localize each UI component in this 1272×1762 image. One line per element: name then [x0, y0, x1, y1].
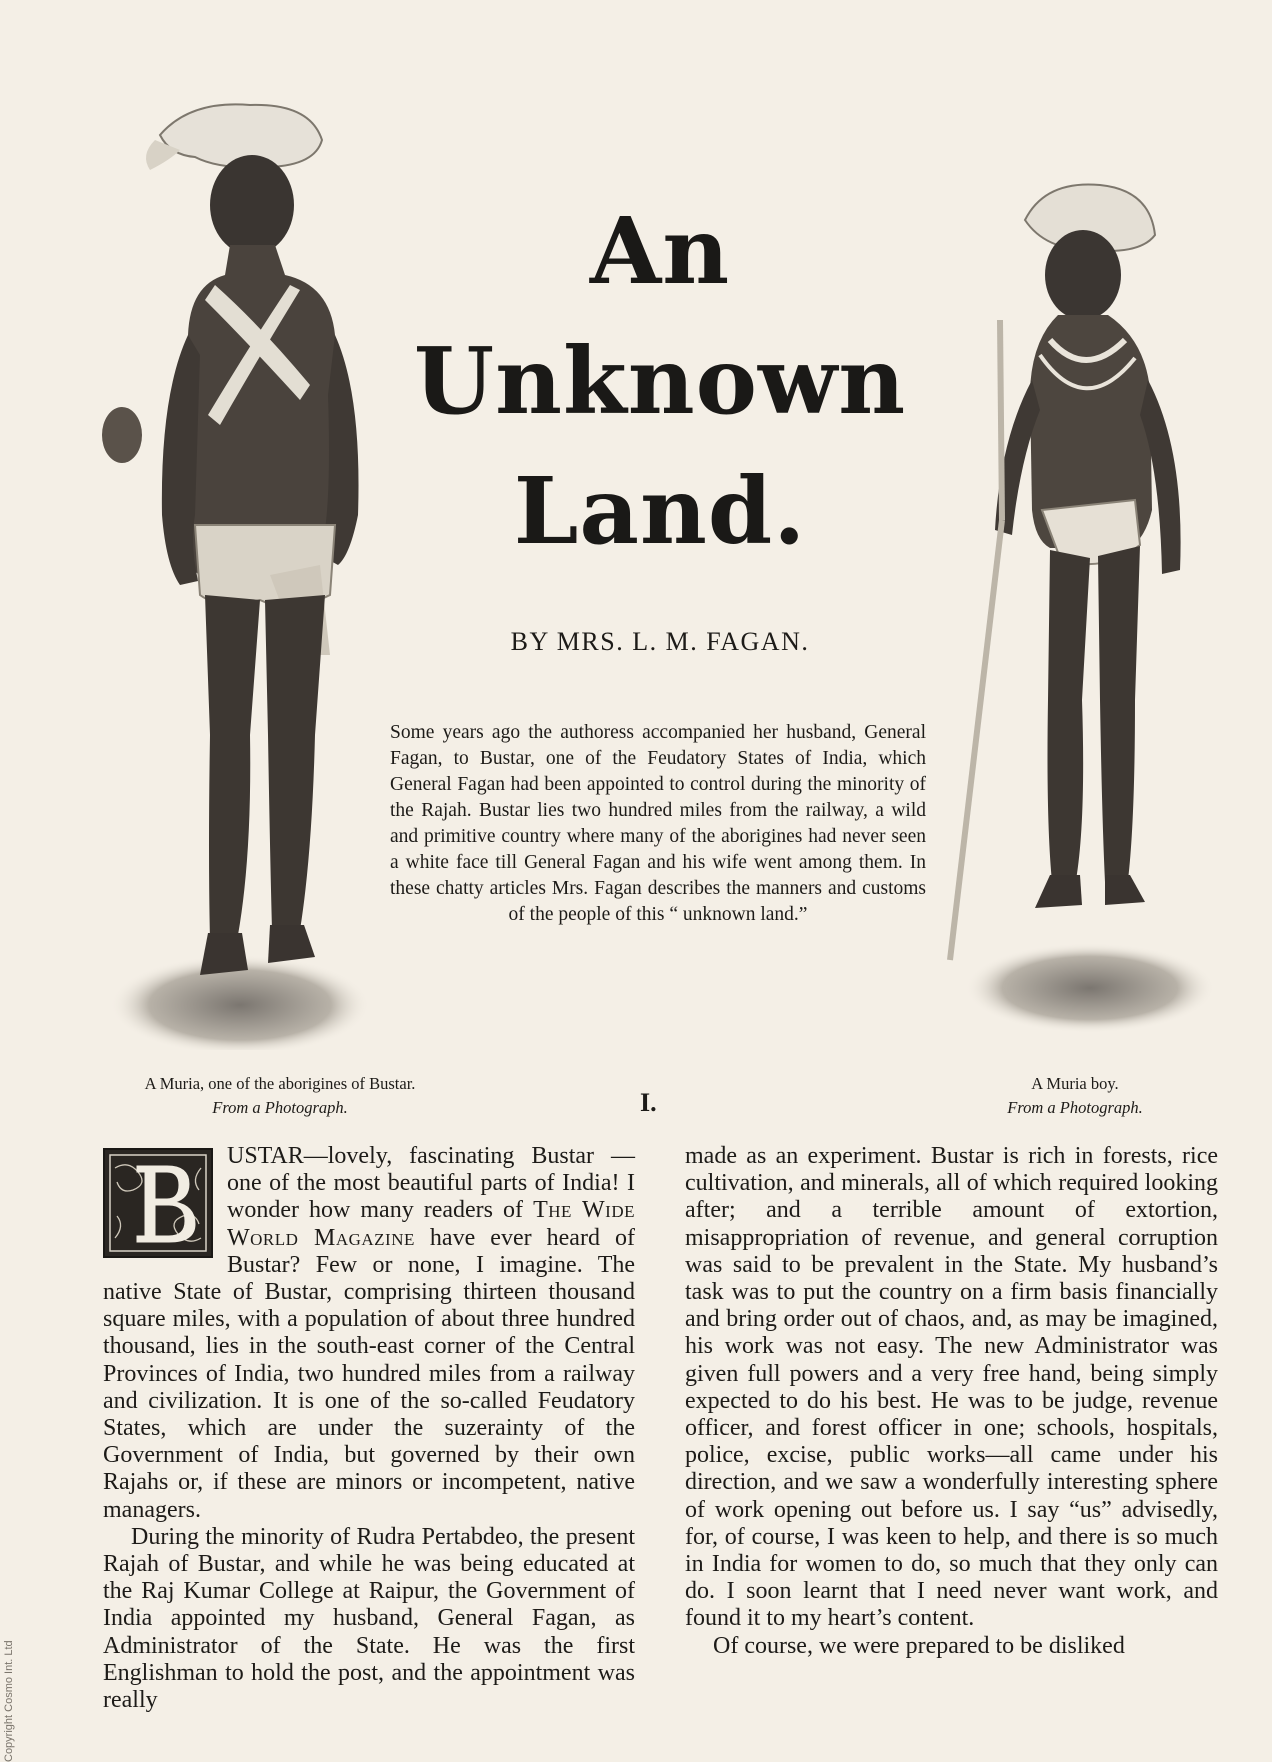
drop-cap-b-ornament — [103, 1148, 213, 1258]
caption-left-credit: From a Photograph. — [212, 1098, 348, 1117]
body-paragraph-4: Of course, we were prepared to be disliked — [713, 1632, 1125, 1659]
body-paragraph-1-end: have ever heard of Bustar? Few or none, I imagine. The native State of Bustar, comprising thirteen thousand square miles, with a population of about three hundred thousand, lies in the south-east corner of the Central Provinces of India, two hundred miles from a railway and civilization. It is one of the so-called Feudatory States, which are under the suzerainty of the Government of India, but governed by their own Rajahs or, if these are minors or incompetent, native managers. — [103, 1224, 636, 1523]
body-column-left — [103, 1143, 635, 1714]
magazine-name: The Wide World Magazine — [227, 1197, 635, 1251]
caption-left — [95, 1072, 465, 1120]
body-paragraph-1-start: USTAR—lovely, fascinating Bustar —one of the most beautiful parts of India! I wonder how many readers of — [227, 1143, 635, 1224]
copyright-notice: Copyright Cosmo Int. Ltd — [3, 1640, 15, 1762]
title-line-2: Unknown — [413, 327, 907, 435]
body-paragraph-3: made as an experiment. Bustar is rich in forests, rice cultivation, and minerals, all of which required looking after; and a terrible amount of extortion, misappropriation of revenue, and general corruption was said to be prevalent in the State. My husband’s task was to put the country on a firm basis financially and bring order out of chaos, and, as may be imagined, his work was not easy. The new Administrator was given full powers and a very free hand, being simply expected to do his best. He was to be judge, revenue officer, and forest officer in one; schools, hospitals, police, excise, public works—all came under his direction, and we saw a wonderfully interesting sphere of work opening out before us. I say “us” advisedly, for, of course, I was keen to help, and there is so much in India for women to do, so much that they only can do. I soon learnt that I need never want work, and found it to my heart’s content. — [685, 1143, 1218, 1632]
caption-right-text: A Muria boy. — [1031, 1074, 1119, 1093]
photo-muria-boy — [940, 180, 1220, 1050]
section-number: I. — [640, 1088, 657, 1117]
caption-left-text: A Muria, one of the aborigines of Bustar. — [144, 1074, 416, 1093]
photo-muria-man — [100, 95, 380, 1050]
body-paragraph-2: During the minority of Rudra Pertabdeo, the present Rajah of Bustar, and while he was being educated at the Raj Kumar College at Raipur, the Government of India appointed my husband, General Fagan, as Administrator of the State. He was the first Englishman to hold the post, and the appointment was really — [103, 1523, 635, 1714]
caption-right — [960, 1072, 1190, 1120]
caption-right-credit: From a Photograph. — [1007, 1098, 1143, 1117]
intro-paragraph: Some years ago the authoress accompanied her husband, General Fagan, to Bustar, one of the Feudatory States of India, which General Fagan had been appointed to control during the minority of the Rajah. Bustar lies two hundred miles from the railway, a wild and primitive country where many of the aborigines had never seen a white face till General Fagan and his wife went among them. In these chatty articles Mrs. Fagan describes the manners and customs of the people of this “ unknown land.” — [390, 722, 926, 925]
byline: BY MRS. L. M. FAGAN. — [510, 627, 810, 656]
title-line-3: Land. — [513, 457, 807, 565]
muria-man-figure — [100, 95, 380, 1050]
body-column-right — [685, 1143, 1218, 1660]
muria-boy-figure — [940, 180, 1220, 1050]
title-line-1: An — [589, 197, 731, 305]
